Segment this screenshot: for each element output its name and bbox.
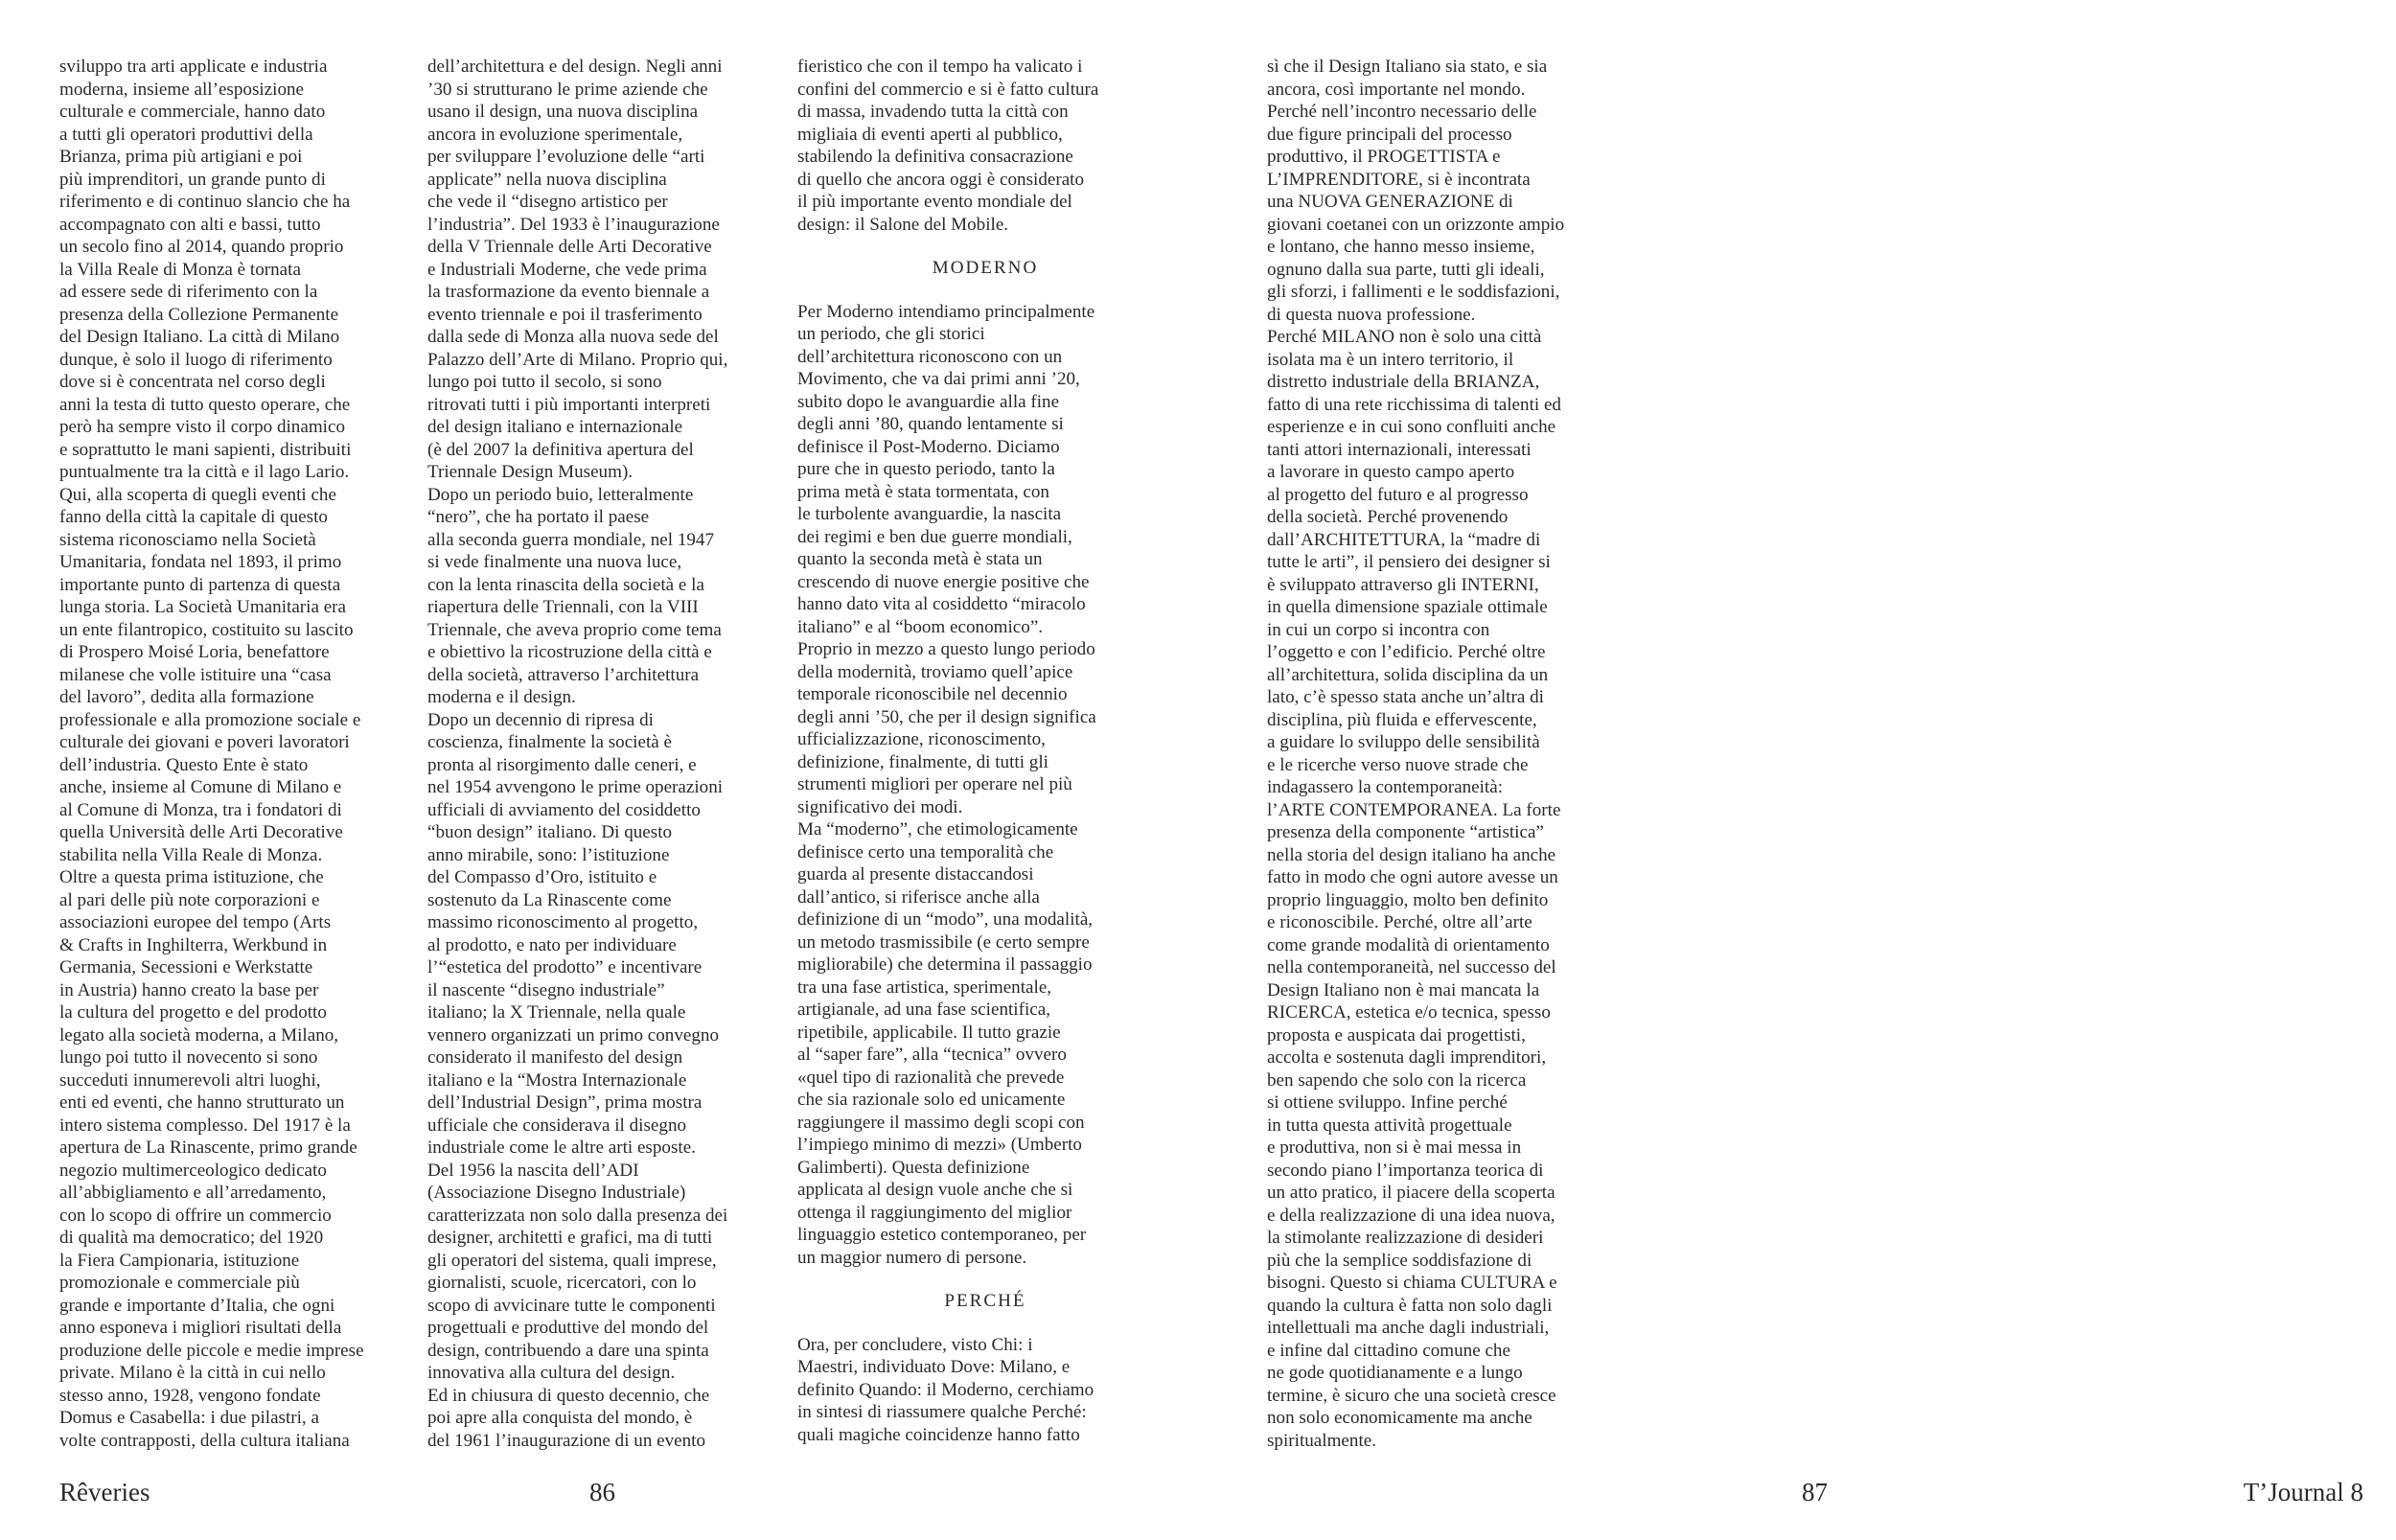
left-page-column-3 xyxy=(797,56,1173,1446)
left-page-column-2 xyxy=(427,56,803,1452)
section-heading-perche: PERCHÉ xyxy=(944,1291,1026,1311)
footer-publication-title-right: T’Journal 8 xyxy=(2243,1478,2363,1506)
body-text: fieristico che con il tempo ha valicato i confini del commercio e si è fatto cultura di massa, invadendo tutta la città con migliaia di eventi aperti al pubblico, stabilendo la definitiva consacrazione di quello che ancora oggi è considerato il più importante evento mondiale del design: il Salone del Mobile. xyxy=(797,57,1099,235)
page-number-left: 86 xyxy=(589,1478,615,1506)
body-text: sì che il Design Italiano sia stato, e sia ancora, così importante nel mondo. Perché nell’incontro necessario delle due figure principali del processo produttivo, il PROGETTISTA e L’IMPRENDITORE, si è incontrata una NUOVA GENERAZIONE di giovani coetanei con un orizzonte ampio e lontano, che hanno messo insieme, ognuno dalla sua parte, tutti gli ideali, gli sforzi, i fallimenti e le soddisfazioni, di questa nuova professione. Perché MILANO non è solo una città isolata ma è un intero territorio, il distretto industriale della BRIANZA, fatto di una rete ricchissima di talenti ed esperienze e in cui sono confluiti anche tanti attori internazionali, interessati a lavorare in questo campo aperto al progetto del futuro e al progresso della società. Perché provenendo dall’ARCHITETTURA, la “madre di tutte le arti”, il pensiero dei designer si è sviluppato attraverso gli INTERNI, in quella dimensione spaziale ottimale in cui un corpo si incontra con l’oggetto e con l’edificio. Perché oltre all’architettura, solida disciplina da un lato, c’è spesso stata anche un’altra di disciplina, più fluida e effervescente, a guidare lo sviluppo delle sensibilità e le ricerche verso nuove strade che indagassero la contemporaneità: l’ARTE CONTEMPORANEA. La forte presenza della componente “artistica” nella storia del design italiano ha anche fatto in modo che ogni autore avesse un proprio linguaggio, molto ben definito e riconoscibile. Perché, oltre all’arte come grande modalità di orientamento nella contemporaneità, nel successo del Design Italiano non è mai mancata la RICERCA, estetica e/o tecnica, spesso proposta e auspicata dai progettisti, accolta e sostenuta dagli imprenditori, ben sapendo che solo con la ricerca si ottiene sviluppo. Infine perché in tutta questa attività progettuale e produttiva, non si è mai messa in secondo piano l’importanza teorica di un atto pratico, il piacere della scoperta e della realizzazione di una idea nuova, la stimolante realizzazione di desideri più che la semplice soddisfazione di bisogni. Questo si chiama CULTURA e quando la cultura è fatta non solo dagli intellettuali ma anche dagli industriali, e infine dal cittadino comune che ne gode quotidianamente e a lungo termine, è sicuro che una società cresce non solo economicamente ma anche spiritualmente. xyxy=(1267,57,1565,1451)
page-number-right: 87 xyxy=(1802,1478,1828,1506)
right-page-column xyxy=(1267,56,1641,1452)
footer-publication-title-left: Rêveries xyxy=(59,1478,150,1506)
section-heading-moderno: MODERNO xyxy=(932,258,1039,278)
left-page-column-1 xyxy=(59,56,435,1452)
body-text: dell’architettura e del design. Negli anni ’30 si strutturano le prime aziende che usano il design, una nuova disciplina ancora in evoluzione sperimentale, per sviluppare l’evoluzione delle “arti applicate” nella nuova disciplina che vede il “disegno artistico per l’industria”. Del 1933 è l’inaugurazione della V Triennale delle Arti Decorative e Industriali Moderne, che vede prima la trasformazione da evento biennale a evento triennale e poi il trasferimento dalla sede di Monza alla nuova sede del Palazzo dell’Arte di Milano. Proprio qui, lungo poi tutto il secolo, si sono ritrovati tutti i più importanti interpreti del design italiano e internazionale (è del 2007 la definitiva apertura del Triennale Design Museum). Dopo un periodo buio, letteralmente “nero”, che ha portato il paese alla seconda guerra mondiale, nel 1947 si vede finalmente una nuova luce, con la lenta rinascita della società e la riapertura delle Triennali, con la VIII Triennale, che aveva proprio come tema e obiettivo la ricostruzione della città e della società, attraverso l’architettura moderna e il design. Dopo un decennio di ripresa di coscienza, finalmente la società è pronta al risorgimento dalle ceneri, e nel 1954 avvengono le prime operazioni ufficiali di avviamento del cosiddetto “buon design” italiano. Di questo anno mirabile, sono: l’istituzione del Compasso d’Oro, istituito e sostenuto da La Rinascente come massimo riconoscimento al progetto, al prodotto, e nato per individuare l’“estetica del prodotto” e incentivare il nascente “disegno industriale” italiano; la X Triennale, nella quale vennero organizzati un primo convegno considerato il manifesto del design italiano e la “Mostra Internazionale dell’Industrial Design”, prima mostra ufficiale che considerava il disegno industriale come le altre arti esposte. Del 1956 la nascita dell’ADI (Associazione Disegno Industriale) caratterizzata non solo dalla presenza dei designer, architetti e grafici, ma di tutti gli operatori del sistema, quali imprese, giornalisti, scuole, ricercatori, con lo scopo di avvicinare tutte le componenti progettuali e produttive del mondo del design, contribuendo a dare una spinta innovativa alla cultura del design. Ed in chiusura di questo decennio, che poi apre alla conquista del mondo, è del 1961 l’inaugurazione di un evento xyxy=(427,57,728,1451)
body-text: Per Moderno intendiamo principalmente un periodo, che gli storici dell’architettura riconoscono con un Movimento, che va dai primi anni ’20, subito dopo le avanguardie alla fine degli anni ’80, quando lentamente si definisce il Post-Moderno. Diciamo pure che in questo periodo, tanto la prima metà è stata tormentata, con le turbolente avanguardie, la nascita dei regimi e ben due guerre mondiali, quanto la seconda metà è stata un crescendo di nuove energie positive che hanno dato vita al cosiddetto “miracolo italiano” e al “boom economico”. Proprio in mezzo a questo lungo periodo della modernità, troviamo quell’apice temporale riconoscibile nel decennio degli anni ’50, che per il design significa ufficializzazione, riconoscimento, definizione, finalmente, di tutti gli strumenti migliori per operare nel più significativo dei modi. Ma “moderno”, che etimologicamente definisce certo una temporalità che guarda al presente distaccandosi dall’antico, si riferisce anche alla definizione di un “modo”, una modalità, un metodo trasmissibile (e certo sempre migliorabile) che determina il passaggio tra una fase artistica, sperimentale, artigianale, ad una fase scientifica, ripetibile, applicabile. Il tutto grazie al “saper fare”, alla “tecnica” ovvero «quel tipo di razionalità che prevede che sia razionale solo ed unicamente raggiungere il massimo degli scopi con l’impiego minimo di mezzi» (Umberto Galimberti). Questa definizione applicata al design vuole anche che si ottenga il raggiungimento del miglior linguaggio estetico contemporaneo, per un maggior numero di persone. xyxy=(797,301,1096,1268)
body-text: Ora, per concludere, visto Chi: i Maestri, individuato Dove: Milano, e definito Quando: il Moderno, cerchiamo in sintesi di riassumere qualche Perché: quali magiche coincidenze hanno fatto xyxy=(797,1334,1094,1445)
body-text: sviluppo tra arti applicate e industria moderna, insieme all’esposizione culturale e commerciale, hanno dato a tutti gli operatori produttivi della Brianza, prima più artigiani e poi più imprenditori, un grande punto di riferimento e di continuo slancio che ha accompagnato con alti e bassi, tutto un secolo fino al 2014, quando proprio la Villa Reale di Monza è tornata ad essere sede di riferimento con la presenza della Collezione Permanente del Design Italiano. La città di Milano dunque, è solo il luogo di riferimento dove si è concentrata nel corso degli anni la testa di tutto questo operare, che però ha sempre visto il corpo dinamico e soprattutto le mani sapienti, distribuiti puntualmente tra la città e il lago Lario. Qui, alla scoperta di quegli eventi che fanno della città la capitale di questo sistema riconosciamo nella Società Umanitaria, fondata nel 1893, il primo importante punto di partenza di questa lunga storia. La Società Umanitaria era un ente filantropico, costituito su lascito di Prospero Moisé Loria, benefattore milanese che volle istituire una “casa del lavoro”, dedita alla formazione professionale e alla promozione sociale e culturale dei giovani e poveri lavoratori dell’industria. Questo Ente è stato anche, insieme al Comune di Milano e al Comune di Monza, tra i fondatori di quella Università delle Arti Decorative stabilita nella Villa Reale di Monza. Oltre a questa prima istituzione, che al pari delle più note corporazioni e associazioni europee del tempo (Arts & Crafts in Inghilterra, Werkbund in Germania, Secessioni e Werkstatte in Austria) hanno creato la base per la cultura del progetto e del prodotto legato alla società moderna, a Milano, lungo poi tutto il novecento si sono succeduti innumerevoli altri luoghi, enti ed eventi, che hanno strutturato un intero sistema complesso. Del 1917 è la apertura de La Rinascente, primo grande negozio multimerceologico dedicato all’abbigliamento e all’arredamento, con lo scopo di offrire un commercio di qualità ma democratico; del 1920 la Fiera Campionaria, istituzione promozionale e commerciale più grande e importante d’Italia, che ogni anno esponeva i migliori risultati della produzione delle piccole e medie imprese private. Milano è la città in cui nello stesso anno, 1928, vengono fondate Domus e Casabella: i due pilastri, a volte contrapposti, della cultura italiana xyxy=(59,57,364,1451)
